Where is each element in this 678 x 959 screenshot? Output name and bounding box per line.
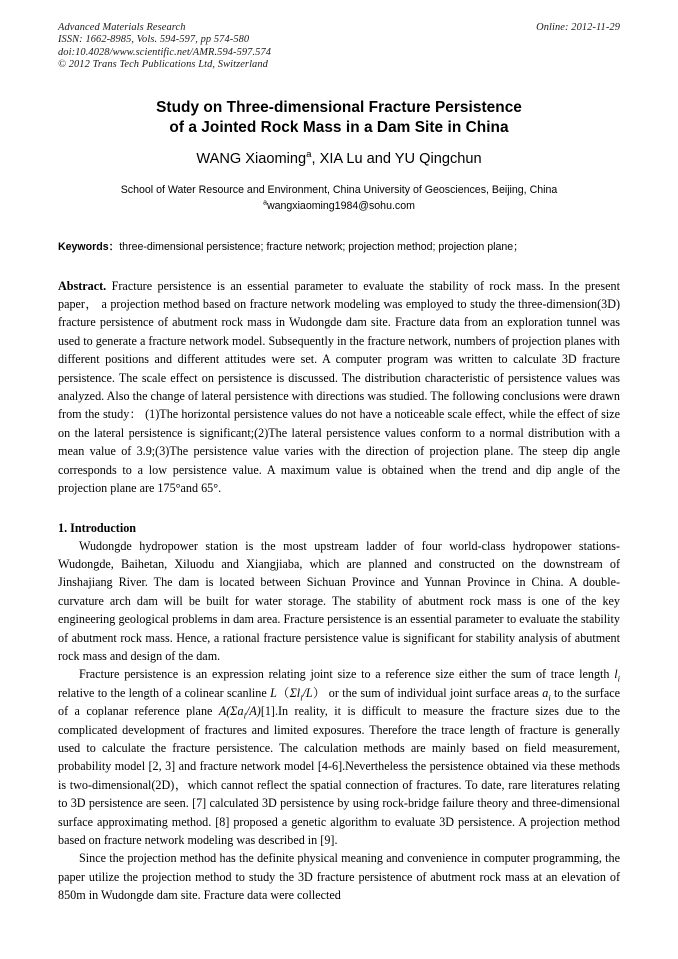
page-title [58,98,620,139]
variable-trace-length: l [614,667,618,682]
doi-line: doi:10.4028/www.scientific.net/AMR.594-597.574 [58,46,272,58]
formula-1-close-paren: ） [312,685,326,700]
formula-2-sum-area: Σa [230,704,244,719]
section-heading-introduction: 1. Introduction [58,520,137,535]
journal-masthead [58,22,620,72]
introduction-paragraph-1: Wudongde hydropower station is the most upstream ladder of four world-class hydropower stations-Wudongde, Baihetan, Xiluodu and Xiangjiaba, which are planned and constructed on the downstream of Jinshajiang River. The dam is located between Sichuan Province and Yunnan Province in China. A double-curvature arch dam will be built for water storage. The stability of abutment rock mass is one of the key engineering geological problems in dam area. Fracture persistence is an essential parameter to evaluate the stability of abutment rock mass. Hence, a rational fracture persistence value is significant for stability analysis of abutment rock mass and design of the dam. [58,538,620,663]
author-list [58,150,620,168]
variable-trace-length-subscript: i [617,673,620,684]
formula-1-sum-trace: Σl [289,685,301,700]
keywords-label: Keywords： [58,240,120,253]
online-publication-date: Online: 2012-11-29 [536,22,620,33]
author-names-post: , XIA Lu and YU Qingchun [311,150,482,167]
author-affiliation-marker: a [306,148,312,160]
corresponding-email [58,198,620,214]
math-par-part-5: [1].In reality, it is difficult to measure the fracture sizes due to the complicated development of fractures and limited exposures. Therefore the trace length of fracture is generally used to calculate the fracture persistence. The calculation methods are mainly based on field measurement, probability model [2, 3] and fracture network model [4-6].Nevertheless the persistence obtained via these methods is two-dimensional(2D)，which cannot reflect the spatial connection of fractures. To date, rare literatures relating to 3D persistence are seen. [7] calculated 3D persistence by using rock-bridge failure theory and three-dimensional surface approximating method. [8] proposed a genetic algorithm to evaluate 3D persistence. A projection method based on fracture network modeling was described in [9]. [58,704,620,847]
math-par-part-2: relative to the length of a colinear scanline [58,685,271,700]
title-line-2: of a Jointed Rock Mass in a Dam Site in China [169,119,509,137]
keywords-line [58,240,620,255]
affiliation: School of Water Resource and Environment, China University of Geosciences, Beijing, China [120,183,558,196]
abstract-label: Abstract. [58,278,107,293]
issn-volume-pages: ISSN: 1662-8985, Vols. 594-597, pp 574-580 [58,34,250,46]
formula-2-prefix: A( [218,704,231,719]
abstract-text: Fracture persistence is an essential parameter to evaluate the stability of rock mass. In the present paper， a projection method based on fracture network modeling was employed to study the three-dimension(3D) fracture persistence of abutment rock mass in Wudongde dam site. Fracture data from an exploration tunnel was used to generate a fracture network model. Subsequently in the fracture network, numbers of projection planes with different positions and different attitudes were set. A computer program was written to calculate 3D fracture persistence. The scale effect on persistence is discussed. The distribution characteristic of persistence values was analyzed. Also the change of lateral persistence with directions was studied. The following conclusions were drawn from the study： (1)The horizontal persistence values do not have a noticeable scale effect, while the effect of size on the lateral persistence is significant;(2)The lateral persistence values conform to a normal distribution with a mean value of 3.9;(3)The persistence value varies with the direction of projection plane. The steep dip angle corresponds to a low persistence value. A maximum value is obtained when the trend and dip angle of the projection plane are 175°and 65°. [58,278,620,496]
variable-scanline-length: L [270,685,277,700]
copyright-line: © 2012 Trans Tech Publications Ltd, Switzerland [58,59,268,71]
email-address: wangxiaoming1984@sohu.com [266,199,415,212]
formula-2-denominator: /A) [245,704,261,719]
formula-1-denominator: /L [302,685,313,700]
keywords-value: three-dimensional persistence; fracture network; projection method; projection plane； [119,240,524,253]
abstract-paragraph [58,277,620,498]
title-line-1: Study on Three-dimensional Fracture Persistence [156,98,522,116]
formula-1-open-paren: （ [276,685,290,700]
email-affiliation-marker: a [263,199,267,207]
variable-joint-area: a [542,685,549,700]
introduction-paragraph-3: Since the projection method has the definite physical meaning and convenience in computer programming, the paper utilize the projection method to study the 3D fracture persistence of abutment rock mass at an elevation of 850m in Wudongde dam site. Fracture data were collected [58,851,620,903]
formula-1-subscript: i [300,692,303,703]
formula-2-subscript: i [243,710,246,721]
introduction-paragraph-2 [58,665,620,849]
variable-joint-area-subscript: i [548,692,551,703]
math-par-part-3: or the sum of individual joint surface areas [325,685,543,700]
author-names-pre: WANG Xiaoming [196,150,307,167]
journal-name: Advanced Materials Research [58,22,186,33]
math-par-part-4: to the surface of a coplanar reference plane [58,685,621,719]
math-par-part-1: Fracture persistence is an expression relating joint size to a reference size either the sum of trace length [79,667,615,682]
